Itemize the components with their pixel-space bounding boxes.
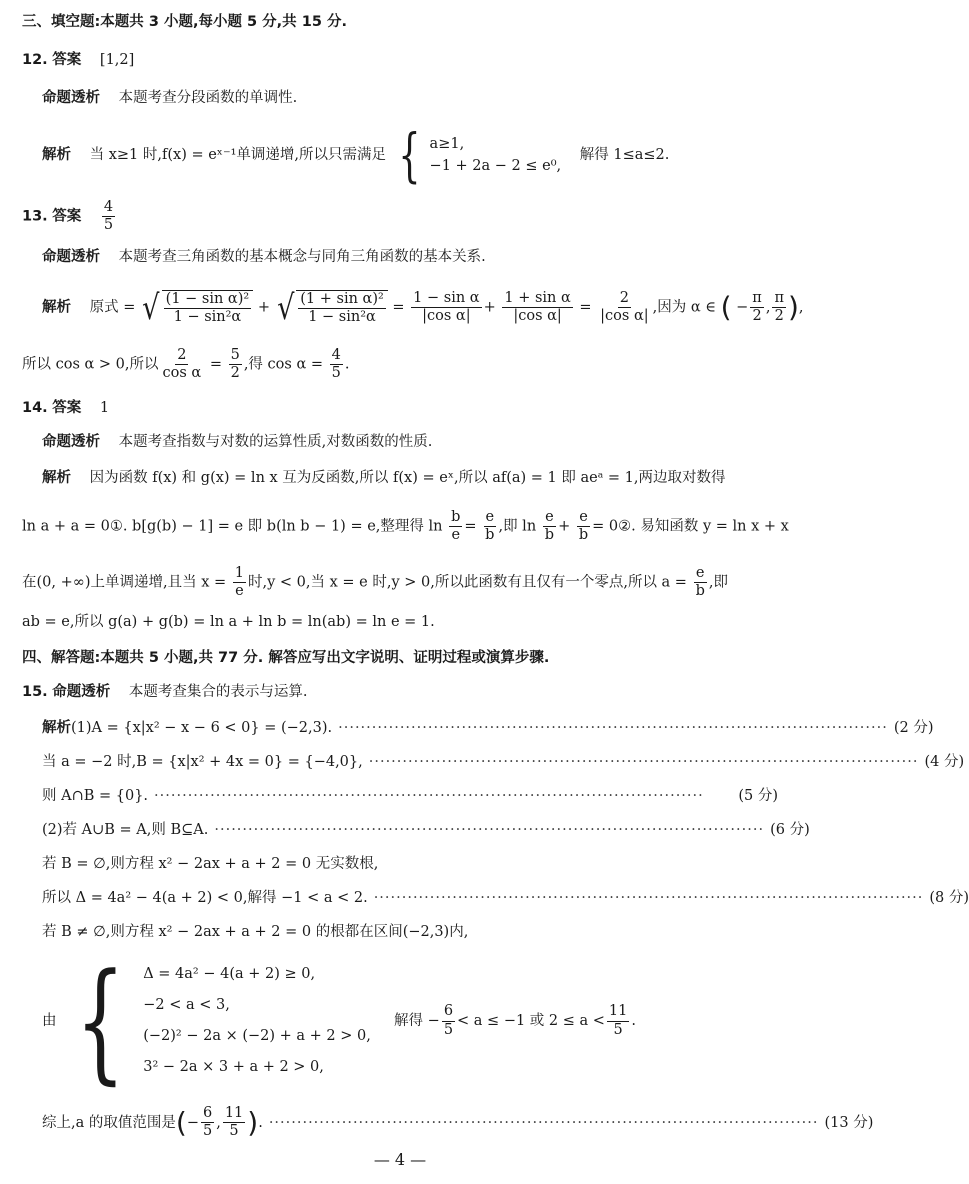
q14-analysis-line3: 在(0, +∞)上单调递增,且当 x = $\frac{1}{e}$ 时,y < 0,当 x = e 时,y > 0,所以此函数有且仅有一个零点,所以 a = $\frac{e}{b}$ ,即 [22, 565, 728, 600]
q12-analysis-label: 解析 [42, 147, 71, 163]
q15-intent-text: 本题考查集合的表示与运算. [128, 684, 308, 700]
q15-intent-label: 命题透析 [52, 684, 111, 700]
q15-analysis-label: 解析 [42, 720, 71, 736]
q12-cond-2: −1 + 2a − 2 ≤ e⁰, [429, 158, 562, 174]
q12-answer-line [22, 50, 134, 70]
q15-step-1: 解析 (1)A = {x|x² − x − 6 < 0} = (−2,3). ·································································································· (2 分) [42, 720, 934, 736]
page-number: — 4 — [373, 1150, 427, 1169]
score: (8 分) [929, 890, 969, 906]
q14-analysis-line4: ab = e,所以 g(a) + g(b) = ln a + ln b = ln(ab) = ln e = 1. [22, 614, 435, 630]
q13-because: ,因为 α ∈ [652, 299, 716, 316]
q15-step-7: 若 B ≠ ∅,则方程 x² − 2ax + a + 2 = 0 的根都在区间(−2,3)内, [42, 924, 469, 940]
q12-answer: [1,2] [99, 52, 135, 68]
q12-system: { a≥1, −1 + 2a − 2 ≤ e⁰, [398, 121, 562, 189]
q15-step-6: 所以 Δ = 4a² − 4(a + 2) < 0,解得 −1 < a < 2. ·································································································· (8 分) [42, 890, 969, 906]
q15-step-4: (2)若 A∪B = A,则 B⊆A. ·································································································· (6 分) [42, 822, 810, 838]
q12-analysis-post: 解得 1≤a≤2. [579, 147, 670, 163]
q13-frac-1: $\frac{\text{1 − sin α}}{\text{|cos α|}}$ [413, 290, 480, 325]
q14-number: 14. [22, 400, 48, 416]
q12-analysis [42, 121, 670, 189]
q13-answer-label: 答案 [52, 208, 82, 225]
q12-intent-text: 本题考查分段函数的单调性. [118, 90, 298, 106]
score: (2 分) [893, 720, 934, 736]
q14-answer-line [22, 398, 109, 418]
q15-step-2: 当 a = −2 时,B = {x|x² + 4x = 0} = {−4,0}, ·································································································· (4 分) [42, 754, 965, 770]
q13-intent [42, 247, 486, 267]
q15-cond-1: Δ = 4a² − 4(a + 2) ≥ 0, [143, 965, 316, 982]
q12-analysis-pre: 当 x≥1 时,f(x) = eˣ⁻¹单调递增,所以只需满足 [89, 147, 387, 163]
q13-frac-3: $\frac{2}{\text{|cos α|}}$ [600, 290, 649, 325]
q12-number: 12. [22, 52, 48, 68]
q12-intent-label: 命题透析 [42, 90, 100, 106]
score: (5 分) [738, 788, 778, 804]
q15-cond-4: 3² − 2a × 3 + a + 2 > 0, [143, 1059, 324, 1076]
q15-number: 15. [22, 684, 48, 700]
q14-intent-label: 命题透析 [42, 434, 100, 450]
q13-root-2: √ $\frac{\text{(1 + sin α)²}}{\text{1 − sin²α}}$ [275, 290, 388, 325]
q13-orig: 原式 = [89, 299, 136, 316]
q14-analysis-line1: 解析 因为函数 f(x) 和 g(x) = ln x 互为反函数,所以 f(x) = eˣ,所以 af(a) = 1 即 aeᵃ = 1,两边取对数得 [42, 470, 726, 486]
score: (13 分) [824, 1114, 874, 1131]
q15-step-3: 则 A∩B = {0}. ·································································································· (5 分) [42, 788, 778, 804]
q14-answer-label: 答案 [52, 400, 82, 416]
q15-condition-system: 由 { Δ = 4a² − 4(a + 2) ≥ 0, −2 < a < 3, (−2)² − 2a × (−2) + a + 2 > 0, 3² − 2a × 3 + a + 2 > 0, 解得 − $\frac{6}{5}$ < a ≤ −1 或 2 ≤ a < $\frac{11}{5}$ . [42, 945, 636, 1097]
section-4-title: 四、解答题:本题共 5 小题,共 77 分. 解答应写出文字说明、证明过程或演算步骤. [22, 650, 550, 666]
q14-intent [42, 432, 432, 452]
q14-intent-text: 本题考查指数与对数的运算性质,对数函数的性质. [118, 434, 433, 450]
q15-intent [22, 682, 308, 702]
q13-root-1: √ $\frac{\text{(1 − sin α)²}}{\text{1 − sin²α}}$ [140, 290, 253, 325]
q14-analysis-label: 解析 [42, 470, 71, 486]
q14-analysis-line2: ln a + a = 0①. b[g(b) − 1] = e 即 b(ln b − 1) = e,整理得 ln $\frac{b}{e}$ = $\frac{e}{b}$ ,即 ln $\frac{e}{b}$ + $\frac{e}{b}$ = 0②. 易知函数 y = ln x + x [22, 509, 789, 544]
q13-answer: $\frac{4}{5}$ [103, 199, 114, 234]
q12-intent [42, 88, 297, 108]
q13-analysis-line2: 所以 cos α > 0,所以 $\frac{2}{\text{cos α}}$ = $\frac{5}{2}$ ,得 cos α = $\frac{4}{5}$ . [22, 347, 350, 382]
q13-number: 13. [22, 208, 48, 225]
q13-intent-text: 本题考查三角函数的基本概念与同角三角函数的基本关系. [118, 249, 486, 265]
q13-plus: + [257, 299, 270, 316]
q13-frac-2: $\frac{\text{1 + sin α}}{\text{|cos α|}}$ [504, 290, 571, 325]
q12-answer-label: 答案 [52, 52, 82, 68]
q13-analysis-label: 解析 [42, 299, 71, 316]
q15-cond-2: −2 < a < 3, [143, 996, 230, 1013]
score: (4 分) [924, 754, 965, 770]
q14-answer: 1 [99, 400, 110, 416]
q15-cond-3: (−2)² − 2a × (−2) + a + 2 > 0, [143, 1028, 371, 1044]
q13-intent-label: 命题透析 [42, 249, 100, 265]
q13-analysis-line1: 解析 原式 = √ $\frac{\text{(1 − sin α)²}}{\text{1 − sin²α}}$ + √ $\frac{\text{(1 + sin α)²}}{\text{1 − sin²α}}$ = $\frac{\text{1 − sin α}}{\text{|cos α|}}$ + $\frac{\text{1 + sin α}}{\text{|cos α|}}$ = $\frac{2}{\text{|cos α|}}$ ,因为 α ∈ ( − $\frac{\pi}{2}$ , $\frac{\pi}{2}$ ), [42, 287, 804, 328]
q12-cond-1: a≥1, [429, 135, 465, 152]
section-3-title: 三、填空题:本题共 3 小题,每小题 5 分,共 15 分. [22, 14, 347, 30]
q15-step-5: 若 B = ∅,则方程 x² − 2ax + a + 2 = 0 无实数根, [42, 856, 379, 872]
q15-summary: 综上,a 的取值范围是 ( − $\frac{6}{5}$ , $\frac{11}{5}$ ) . ·································································································· (13 分) [42, 1105, 874, 1140]
score: (6 分) [770, 822, 810, 838]
q15-brace: 由 { Δ = 4a² − 4(a + 2) ≥ 0, −2 < a < 3, (−2)² − 2a × (−2) + a + 2 > 0, 3² − 2a × 3 + a + 2 > 0, [42, 945, 371, 1097]
q13-answer-line [22, 200, 117, 233]
